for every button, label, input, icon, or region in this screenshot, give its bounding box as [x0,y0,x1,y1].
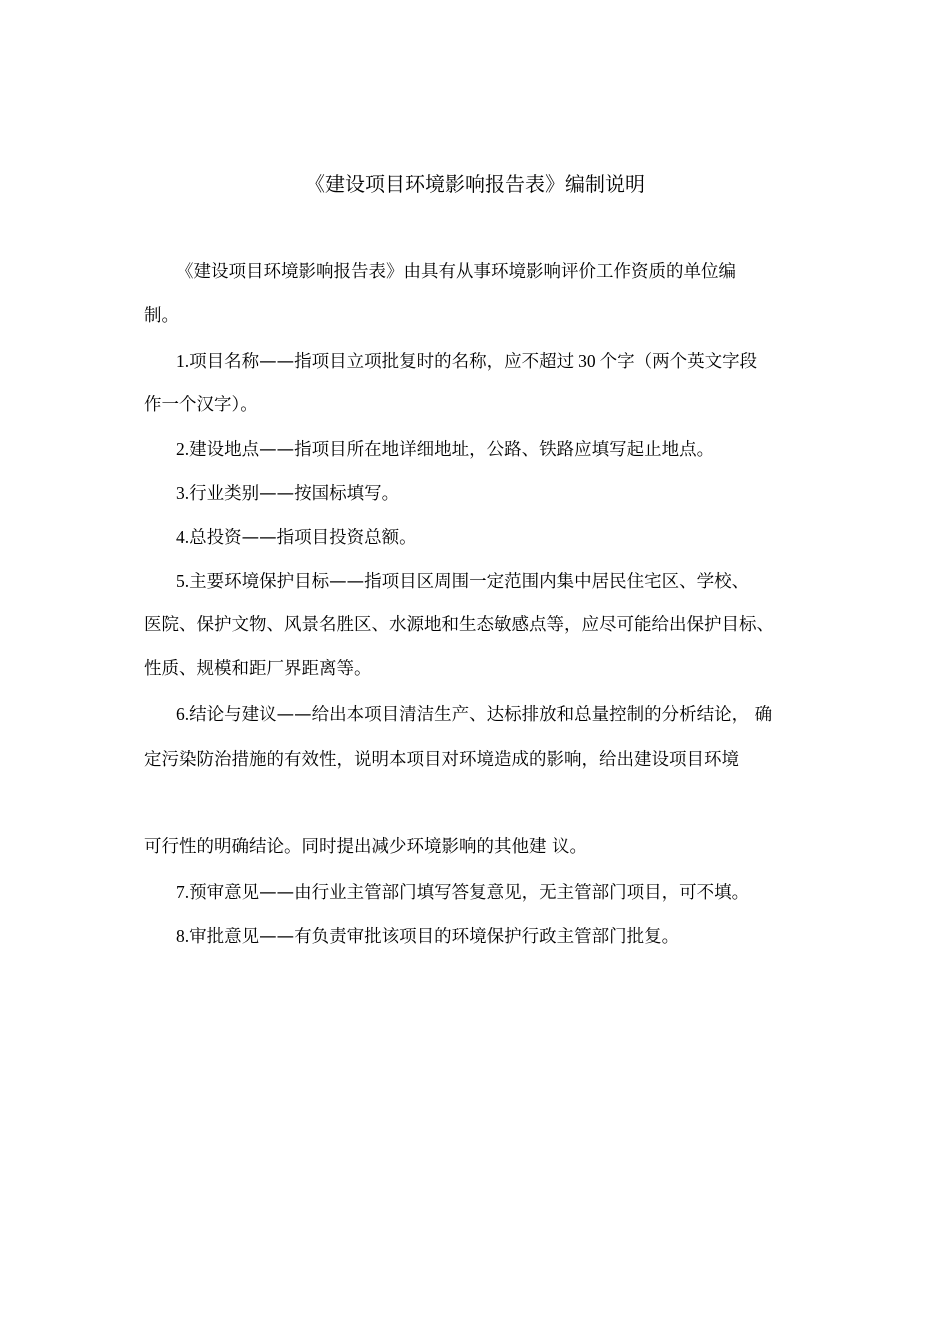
item-5-text: 主要环境保护目标——指项目区周围一定范围内集中居民住宅区、学校、 [189,572,750,592]
item-3-line-1 [176,482,399,505]
item-2-text: 建设地点——指项目所在地详细地址，公路、铁路应填写起止地点。 [189,440,715,460]
item-4-number: 4. [176,527,190,547]
item-3-number: 3. [176,483,190,503]
item-7-text: 预审意见——由行业主管部门填写答复意见，无主管部门项目，可不填。 [189,883,750,903]
item-1-text-tail: 个字（两个英文字段 [599,352,758,372]
intro-line-2: 制。 [144,306,179,326]
item-2-line-1 [176,438,714,461]
item-1-limit-number: 30 [578,351,596,371]
item-1-line-2: 作一个汉字）。 [144,395,258,415]
item-2-number: 2. [176,439,190,459]
item-7-line-1 [176,881,749,904]
item-1-line-1 [176,350,757,373]
item-5-line-1 [176,570,749,593]
item-4-text: 总投资——指项目投资总额。 [189,528,417,548]
item-1-number: 1. [176,351,190,371]
item-6-line-1 [176,703,772,726]
intro-line-1: 《建设项目环境影响报告表》由具有从事环境影响评价工作资质的单位编 [176,262,736,282]
item-1-text: 项目名称——指项目立项批复时的名称，应不超过 [189,352,575,372]
item-8-number: 8. [176,926,190,946]
item-6-number: 6. [176,704,190,724]
item-6-text: 结论与建议——给出本项目清洁生产、达标排放和总量控制的分析结论， 确 [189,705,773,725]
item-8-text: 审批意见——有负责审批该项目的环境保护行政主管部门批复。 [189,927,680,947]
item-3-text: 行业类别——按国标填写。 [189,484,400,504]
item-7-number: 7. [176,882,190,902]
document-title: 《建设项目环境影响报告表》编制说明 [305,172,645,196]
item-5-number: 5. [176,571,190,591]
item-4-line-1 [176,526,417,549]
item-8-line-1 [176,925,679,948]
item-5-line-3: 性质、规模和距厂界距离等。 [144,659,372,679]
item-6-line-3: 可行性的明确结论。同时提出减少环境影响的其他建 议。 [144,837,588,857]
item-6-line-2: 定污染防治措施的有效性，说明本项目对环境造成的影响，给出建设项目环境 [144,750,739,770]
item-5-line-2: 医院、保护文物、风景名胜区、水源地和生态敏感点等，应尽可能给出保护目标、 [144,615,774,635]
